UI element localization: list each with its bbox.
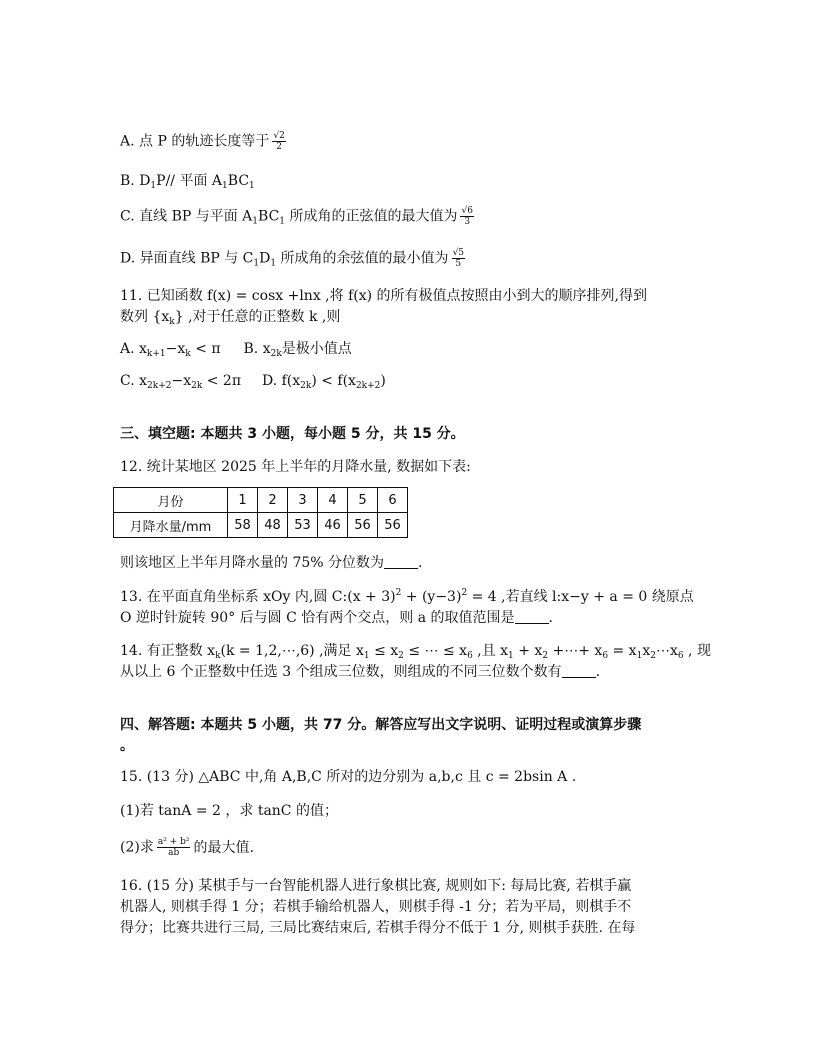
- table-row: [114, 513, 408, 538]
- section-4-heading: 四、解答题: 本题共 5 小题，共 77 分。解答应写出文字说明、证明过程或演算步骤: [120, 717, 642, 733]
- q10-option-c: C. 直线 BP 与平面 $A_1BC_1$ 所成角的正弦值的最大值为 $\frac{√6}{3}$: [120, 206, 473, 227]
- q12-question: 则该地区上半年月降水量的 75% 分位数为 .: [120, 555, 423, 571]
- q11-option-d: D. $f(x_{2k}) < f(x_{2k+2})$: [261, 373, 386, 391]
- fraction: $\frac{√2}{2}$: [273, 131, 285, 152]
- q10-option-d: D. 异面直线 BP 与 $C_1D_1$ 所成角的余弦值的最小值为 $\frac{√5}{5}$: [120, 248, 465, 269]
- answer-blank: [515, 611, 549, 624]
- fraction: $\frac{√6}{3}$: [461, 206, 473, 227]
- table-cell: 56: [378, 513, 408, 538]
- table-cell: 3: [288, 488, 318, 513]
- q16-line-1: 16. (15 分) 某棋手与一台智能机器人进行象棋比赛, 规则如下: 每局比赛, 若棋手赢: [120, 878, 632, 894]
- table-cell: 46: [318, 513, 348, 538]
- section-3-heading: 三、填空题: 本题共 3 小题，每小题 5 分，共 15 分。: [120, 426, 465, 442]
- table-row: [114, 488, 408, 513]
- q11-line-1: 11. 已知函数 f(x) = cosx +lnx ,将 f(x) 的所有极值点按照由小到大的顺序排列,得到: [120, 288, 647, 304]
- q12-text: 12. 统计某地区 2025 年上半年的月降水量, 数据如下表:: [120, 459, 471, 475]
- table-header-cell: 月降水量/mm: [114, 513, 228, 538]
- q15-part-2: (2)求 $\frac{\text{a² + b²}}{ab}$ 的最大值.: [120, 837, 254, 858]
- table-cell: 5: [348, 488, 378, 513]
- q11-options-ab: [120, 340, 352, 358]
- table-cell: 48: [258, 513, 288, 538]
- q13-line-1: 13. 在平面直角坐标系 xOy 内,圆 C:(x + $3)^2 + (y-3)^2 = 4$ ,若直线 l:x−y + a = 0 绕原点: [120, 588, 694, 605]
- q10-option-a: A. 点 P 的轨迹长度等于 $\frac{√2}{2}$: [120, 131, 285, 152]
- table-cell: 2: [258, 488, 288, 513]
- table-cell: 6: [378, 488, 408, 513]
- fraction: $\frac{√5}{5}$: [452, 248, 465, 269]
- q14-line-1: 14. 有正整数 $x_k(k$ = 1,2,⋯,6) ,满足 $x_1 \le x_2$ ≤ ⋯ ≤ $x_6$ ,且 $x_1 + x_2$ +⋯+ $x_6$ = $x_1x_2\cdots x_6$ , 现: [120, 643, 711, 661]
- q11-options-cd: [120, 372, 386, 390]
- table-cell: 58: [228, 513, 258, 538]
- table-cell: 1: [228, 488, 258, 513]
- table-cell: 53: [288, 513, 318, 538]
- q15-part-1: (1)若 tanA = 2 ，求 tanC 的值；: [120, 803, 338, 819]
- q14-line-2: 从以上 6 个正整数中任选 3 个组成三位数，则组成的不同三位数个数有 .: [120, 664, 601, 680]
- q11-option-b: B. $x_{2k}$是极小值点: [243, 341, 352, 359]
- q11-line-2: 数列 $\{x_k\}$ ,对于任意的正整数 k ,则: [120, 309, 341, 327]
- table-cell: 56: [348, 513, 378, 538]
- fraction: $\frac{\text{a² + b²}}{ab}$: [157, 837, 190, 858]
- answer-blank: [384, 556, 418, 569]
- q11-option-c: C. $x_{2k+2}-x_{2k} < 2\pi$: [120, 373, 242, 391]
- answer-blank: [562, 665, 596, 678]
- q13-line-2: O 逆时针旋转 90° 后与圆 C 恰有两个交点，则 a 的取值范围是 .: [120, 610, 553, 626]
- rainfall-table: [113, 487, 408, 538]
- q16-line-3: 得分；比赛共进行三局, 三局比赛结束后, 若棋手得分不低于 1 分, 则棋手获胜. 在每: [120, 920, 636, 936]
- q11-option-a: A. $x_{k+1}-x_k < \pi$: [120, 341, 221, 359]
- q16-line-2: 机器人, 则棋手得 1 分；若棋手输给机器人，则棋手得 -1 分；若为平局，则棋手不: [120, 899, 632, 915]
- q10-option-b: B. $D_1P//$ 平面 $A_1BC_1$: [120, 173, 255, 191]
- table-cell: 4: [318, 488, 348, 513]
- section-4-heading-end: 。: [120, 738, 134, 754]
- q15-line-1: 15. (13 分) △ABC 中,角 A,B,C 所对的边分别为 a,b,c 且 c = 2bsin A .: [120, 769, 577, 785]
- table-header-cell: 月份: [114, 488, 228, 513]
